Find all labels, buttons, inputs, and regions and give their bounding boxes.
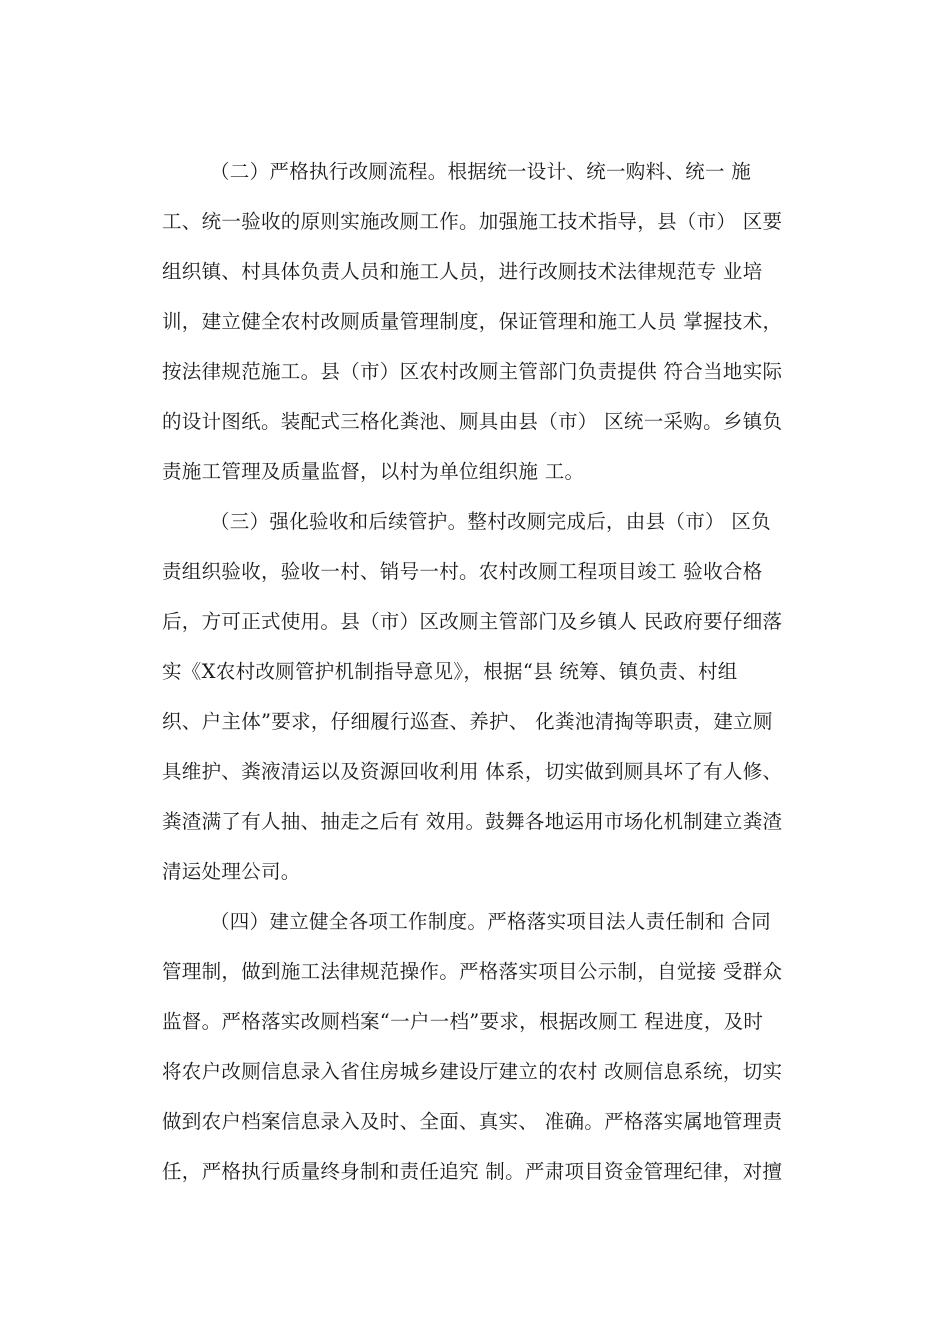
text-line: 责组织验收，验收一村、销号一村。农村改厕工程项目竣工 验收合格 (162, 560, 763, 583)
text-line: 的设计图纸。装配式三格化粪池、厕具由县（市） 区统一采购。乡镇负 (162, 410, 783, 433)
text-line: 实《X农村改厕管护机制指导意见》，根据“县 统筹、镇负责、村组 (162, 660, 738, 683)
text-line: 管理制，做到施工法律规范操作。严格落实项目公示制，自觉接 受群众 (162, 960, 783, 983)
text-line: （三）强化验收和后续管护。整村改厕完成后，由县（市） 区负 (210, 510, 771, 533)
text-line: 训，建立健全农村改厕质量管理制度，保证管理和施工人员 掌握技术， (162, 310, 783, 333)
text-line: 粪渣满了有人抽、抽走之后有 效用。鼓舞各地运用市场化机制建立粪渣 (162, 810, 783, 833)
text-line: 工、统一验收的原则实施改厕工作。加强施工技术指导，县（市） 区要 (162, 210, 783, 233)
paragraph-2 (162, 147, 802, 497)
text-line: 将农户改厕信息录入省住房城乡建设厅建立的农村 改厕信息系统，切实 (162, 1060, 783, 1083)
text-line: （二）严格执行改厕流程。根据统一设计、统一购料、统一 施 (210, 160, 752, 183)
text-line: 按法律规范施工。县（市）区农村改厕主管部门负责提供 符合当地实际 (162, 360, 783, 383)
text-line: 具维护、粪液清运以及资源回收利用 体系，切实做到厕具坏了有人修、 (162, 760, 783, 783)
text-line: 组织镇、村具体负责人员和施工人员，进行改厕技术法律规范专 业培 (162, 260, 763, 283)
text-line: 监督。严格落实改厕档案“一户一档”要求，根据改厕工 程进度，及时 (162, 1010, 764, 1033)
text-line: 清运处理公司。 (162, 860, 301, 883)
text-line: 织、户主体”要求，仔细履行巡查、养护、 化粪池清掏等职责，建立厕 (162, 710, 773, 733)
text-line: 责施工管理及质量监督，以村为单位组织施 工。 (162, 460, 585, 483)
text-line: （四）建立健全各项工作制度。严格落实项目法人责任制和 合同 (210, 910, 771, 933)
document-body (162, 147, 802, 1197)
paragraph-3 (162, 497, 802, 897)
paragraph-4 (162, 897, 802, 1197)
text-line: 做到农户档案信息录入及时、全面、真实、 准确。严格落实属地管理责 (162, 1110, 783, 1133)
text-line: 后，方可正式使用。县（市）区改厕主管部门及乡镇人 民政府要仔细落 (162, 610, 783, 633)
text-line: 任，严格执行质量终身制和责任追究 制。严肃项目资金管理纪律，对擅 (162, 1160, 783, 1183)
